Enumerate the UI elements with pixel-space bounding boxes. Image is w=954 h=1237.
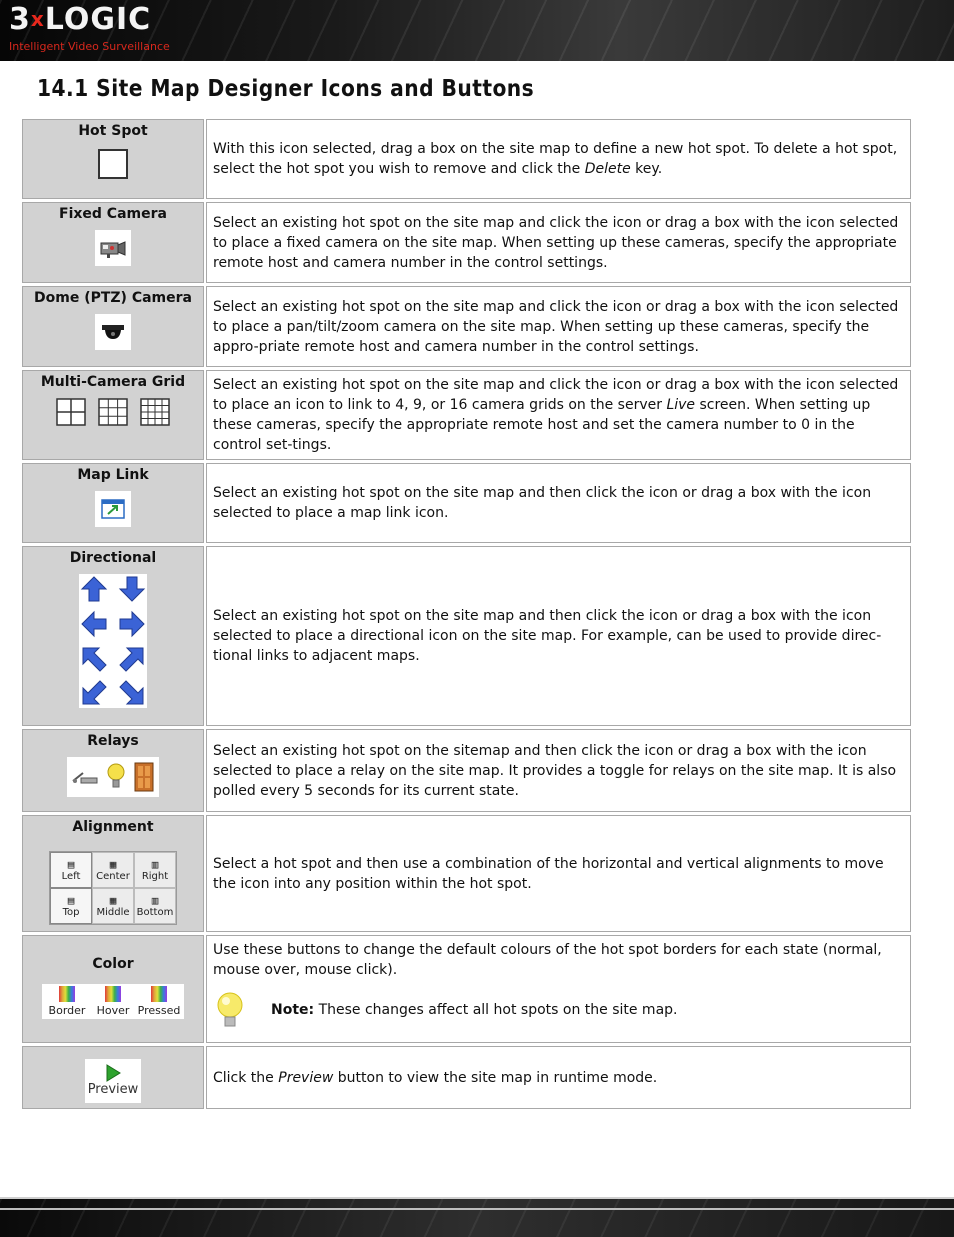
fixed-camera-icon (95, 230, 131, 266)
page-header-banner (0, 0, 954, 61)
preview-button[interactable]: Preview (85, 1059, 141, 1103)
alignment-buttons (49, 851, 177, 925)
table-row (22, 202, 911, 283)
table-row (22, 1046, 911, 1109)
align-center-icon: ▦ (109, 857, 117, 871)
row-description: Select an existing hot spot on the site map and then click the icon or drag a box with the icon selected to place a map link icon. (206, 463, 911, 543)
row-label: Relays (87, 733, 139, 749)
dome-camera-icon (95, 314, 131, 350)
light-bulb-icon (106, 762, 126, 792)
map-link-icon (95, 491, 131, 527)
grid-4x4-icon (140, 398, 170, 426)
align-left-button[interactable]: ▤ Left (50, 852, 92, 888)
grid-3x3-icon (98, 398, 128, 426)
align-middle-icon: ▦ (109, 893, 117, 907)
align-center-button[interactable]: ▦ Center (92, 852, 134, 888)
row-label: Directional (69, 550, 157, 566)
row-description: Select an existing hot spot on the site map and then click the icon or drag a box with the icon selected to place a directional icon on the site map. For example, can be used to provide direc-tional links to adjacent maps. (206, 546, 911, 726)
table-row (22, 729, 911, 812)
door-icon (133, 762, 155, 792)
hover-color-button[interactable]: Hover (90, 986, 136, 1017)
color-swatch-icon (59, 986, 75, 1002)
table-row (22, 463, 911, 543)
table-row (22, 546, 911, 726)
grid-2x2-icon (56, 398, 86, 426)
play-icon (105, 1064, 121, 1082)
row-label: Hot Spot (78, 123, 148, 139)
row-label: Fixed Camera (59, 206, 167, 222)
table-row (22, 286, 911, 367)
border-color-button[interactable]: Border (44, 986, 90, 1017)
row-description: With this icon selected, drag a box on the site map to define a new hot spot. To delete a hot spot, select the hot spot you wish to remove and click the Delete key. (206, 119, 911, 199)
camera-grid-icons (56, 398, 170, 426)
row-description: Select an existing hot spot on the sitemap and then click the icon or drag a box with the icon selected to place a relay on the site map. It provides a toggle for relays on the site map. It is also polled every 5 seconds for its current state. (206, 729, 911, 812)
table-row (22, 370, 911, 460)
align-bottom-button[interactable]: ▥ Bottom (134, 888, 176, 924)
align-bottom-icon: ▥ (151, 893, 159, 907)
row-label: Multi-Camera Grid (40, 374, 186, 390)
align-top-icon: ▤ (67, 893, 75, 907)
table-row (22, 815, 911, 932)
align-top-button[interactable]: ▤ Top (50, 888, 92, 924)
table-row (22, 935, 911, 1043)
align-middle-button[interactable]: ▦ Middle (92, 888, 134, 924)
row-label: Dome (PTZ) Camera (34, 290, 192, 306)
directional-arrow-icons (79, 574, 147, 708)
section-heading: 14.1 Site Map Designer Icons and Buttons (37, 76, 535, 102)
switch-icon (71, 767, 99, 787)
color-swatch-icon (105, 986, 121, 1002)
color-buttons (42, 984, 184, 1019)
pressed-color-button[interactable]: Pressed (136, 986, 182, 1017)
light-bulb-icon (213, 990, 247, 1030)
row-label: Map Link (77, 467, 149, 483)
row-description: Use these buttons to change the default colours of the hot spot borders for each state (normal, mouse over, mouse click). Note: These changes affect all hot spots on the site map. (206, 935, 911, 1043)
company-logo: 3xLOGIC (9, 2, 152, 37)
align-right-icon: ▥ (151, 857, 159, 871)
row-label: Color (92, 956, 134, 972)
page-footer-banner (0, 1197, 954, 1237)
align-left-icon: ▤ (67, 857, 75, 871)
row-label: Alignment (72, 819, 154, 835)
align-right-button[interactable]: ▥ Right (134, 852, 176, 888)
relay-icons (67, 757, 159, 797)
note-callout: Note: These changes affect all hot spots on the site map. (213, 990, 905, 1030)
table-row (22, 119, 911, 199)
company-tagline: Intelligent Video Surveillance (9, 40, 170, 53)
row-description: Select an existing hot spot on the site map and click the icon or drag a box with the icon selected to place a fixed camera on the site map. When setting up these cameras, specify the appropriate remote host and camera number in the control settings. (206, 202, 911, 283)
row-description: Select an existing hot spot on the site map and click the icon or drag a box with the icon selected to place an icon to link to 4, 9, or 16 camera grids on the server Live screen. When setting up these cameras, specify the appropriate remote host and set the camera number to 0 in the control set-tings. (206, 370, 911, 460)
color-swatch-icon (151, 986, 167, 1002)
hot-spot-icon (98, 149, 128, 179)
row-description: Select a hot spot and then use a combination of the horizontal and vertical alignments to move the icon into any position within the hot spot. (206, 815, 911, 932)
row-description: Select an existing hot spot on the site map and click the icon or drag a box with the icon selected to place a pan/tilt/zoom camera on the site map. When setting up these cameras, specify the appro-priate remote host and camera number in the control settings. (206, 286, 911, 367)
row-description: Click the Preview button to view the site map in runtime mode. (206, 1046, 911, 1109)
icons-table (20, 116, 913, 1112)
